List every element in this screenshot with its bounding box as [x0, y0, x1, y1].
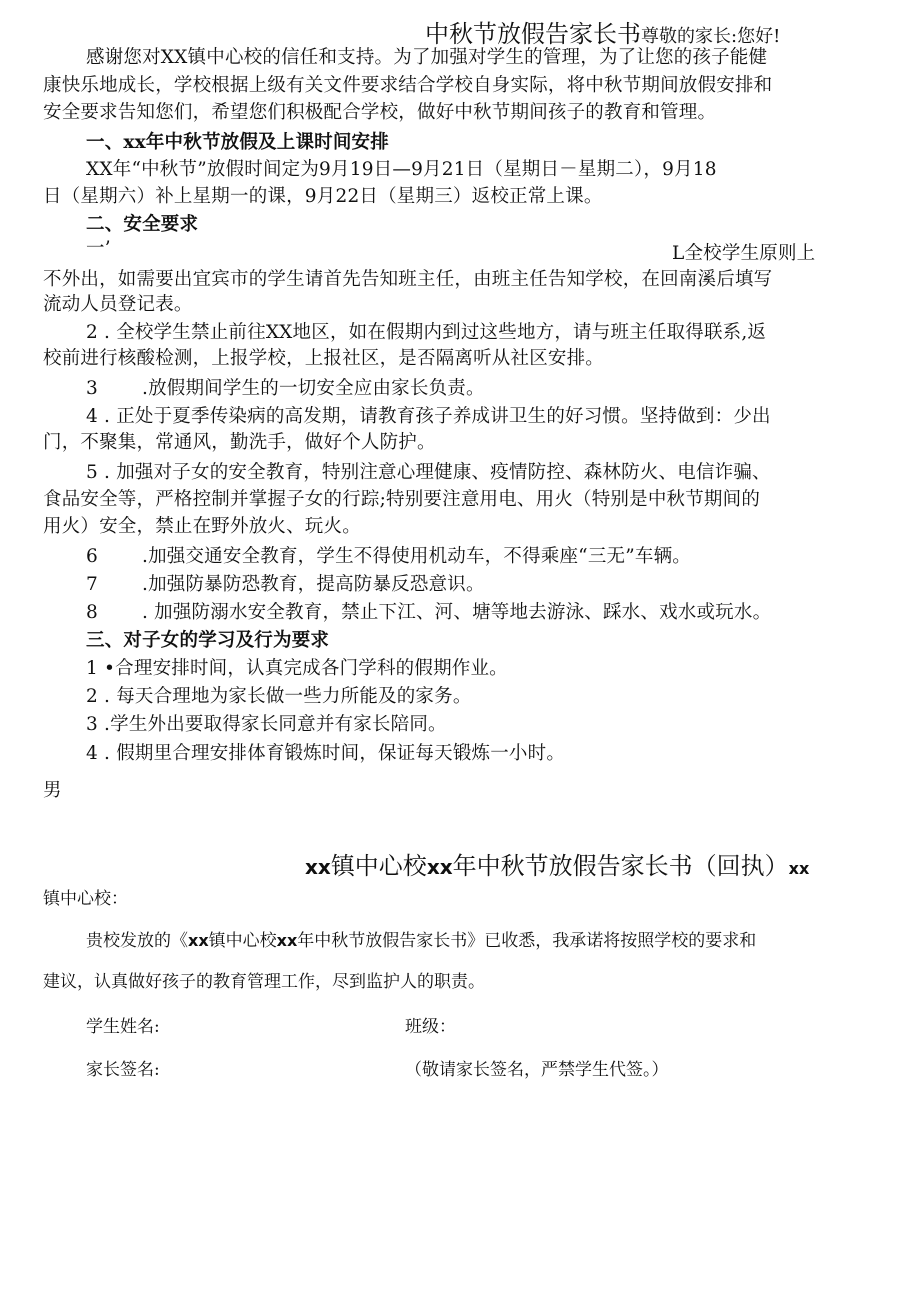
- receipt-title-part-a: 镇中心校: [330, 852, 427, 880]
- receipt-body-part-a: 贵校发放的《: [86, 931, 188, 951]
- receipt-title-xx-1: xx: [305, 855, 331, 879]
- section2-item8-text: . 加强防溺水安全教育，禁止下江、河、塘等地去游泳、踩水、戏水或玩水。: [142, 602, 772, 623]
- class-label: 班级：: [405, 1017, 456, 1037]
- section1-line-1: XX年“中秋节”放假时间定为9月19日—9月21日（星期日－星期二），9月18: [86, 159, 717, 180]
- section2-item4-line-2: 门，不聚集，常通风，勤洗手，做好个人防护。: [43, 432, 436, 453]
- student-name-label: 学生姓名:: [86, 1017, 160, 1037]
- section2-item1-right: L全校学生原则上: [672, 243, 816, 264]
- receipt-addressee: 镇中心校：: [43, 889, 128, 909]
- section3-item4: 4 . 假期里合理安排体育锻炼时间，保证每天锻炼一小时。: [86, 743, 566, 764]
- section2-item3-number: 3: [86, 378, 98, 399]
- section2-item5-line-2: 食品安全等，严格控制并掌握子女的行踪;特别要注意用电、用火（特别是中秋节期间的: [43, 489, 761, 510]
- section2-item6-number: 6: [86, 546, 98, 567]
- receipt-body-part-c: 年中秋节放假告家长书》已收悉，我承诺将按照学校的要求和: [297, 931, 757, 951]
- receipt-body-line-1: [86, 926, 756, 951]
- section2-item7-number: 7: [86, 574, 98, 595]
- receipt-title-xx-2: xx: [426, 855, 453, 879]
- section3-item1: 1 •合理安排时间，认真完成各门学科的假期作业。: [86, 658, 508, 679]
- section2-heading: 二、安全要求: [86, 214, 199, 235]
- section2-item1-line-2: 不外出，如需要出宜宾市的学生请首先告知班主任，由班主任告知学校，在回南溪后填写: [43, 269, 773, 290]
- section2-item2-line-1: 2 . 全校学生禁止前往XX地区，如在假期内到过这些地方，请与班主任取得联系,返: [86, 322, 767, 343]
- section2-item5-line-3: 用火）安全，禁止在野外放火、玩火。: [43, 516, 361, 537]
- section2-item7-text: .加强防暴防恐教育，提高防暴反恐意识。: [142, 574, 485, 595]
- receipt-title: [305, 846, 809, 881]
- section2-item2-line-2: 校前进行核酸检测，上报学校，上报社区，是否隔离听从社区安排。: [43, 348, 605, 369]
- receipt-body-line-2: 建议，认真做好孩子的教育管理工作，尽到监护人的职责。: [43, 972, 485, 992]
- receipt-body-xx-1: xx: [188, 931, 209, 950]
- intro-line-3: 安全要求告知您们，希望您们积极配合学校，做好中秋节期间孩子的教育和管理。: [43, 102, 717, 123]
- section3-item3: 3 .学生外出要取得家长同意并有家长陪同。: [86, 714, 447, 735]
- section2-item6: [86, 544, 886, 570]
- section3-item2: 2 . 每天合理地为家长做一些力所能及的家务。: [86, 686, 472, 707]
- section2-item6-text: .加强交通安全教育，学生不得使用机动车，不得乘座“三无”车辆。: [142, 546, 691, 567]
- sign-note: （敬请家长签名，严禁学生代签。）: [405, 1060, 669, 1080]
- section3-heading: 三、对子女的学习及行为要求: [86, 630, 330, 651]
- section2-item8-number: 8: [86, 602, 98, 623]
- section1-heading: 一、xx年中秋节放假及上课时间安排: [86, 132, 389, 153]
- notice-title: [425, 14, 780, 49]
- stray-character: 男: [43, 780, 62, 801]
- section2-item1-line-3: 流动人员登记表。: [43, 294, 193, 315]
- receipt-title-part-b: 年中秋节放假告家长书（回执）: [452, 852, 789, 880]
- notice-title-main: 中秋节放假告家长书: [425, 20, 641, 48]
- section2-item7: [86, 572, 886, 598]
- section2-item8: [86, 600, 886, 626]
- intro-line-1: 感谢您对XX镇中心校的信任和支持。为了加强对学生的管理，为了让您的孩子能健: [86, 47, 768, 68]
- section2-item3: [86, 376, 886, 402]
- section2-item4-line-1: 4 . 正处于夏季传染病的高发期，请教育孩子养成讲卫生的好习惯。坚持做到：少出: [86, 406, 771, 427]
- intro-line-2: 康快乐地成长，学校根据上级有关文件要求结合学校自身实际，将中秋节期间放假安排和: [43, 75, 773, 96]
- receipt-body-xx-2: xx: [276, 931, 298, 950]
- section1-line-2: 日（星期六）补上星期一的课，9月22日（星期三）返校正常上课。: [43, 186, 603, 207]
- section2-item5-line-1: 5 . 加强对子女的安全教育，特别注意心理健康、疫情防控、森林防火、电信诈骗、: [86, 462, 771, 483]
- section2-item3-text: .放假期间学生的一切安全应由家长负责。: [142, 378, 485, 399]
- greeting: 尊敬的家长:您好!: [641, 26, 781, 47]
- receipt-body-part-b: 镇中心校: [208, 931, 277, 951]
- receipt-title-xx-3: xx: [788, 859, 810, 878]
- parent-sign-label: 家长签名:: [86, 1060, 160, 1080]
- section2-item1-mark: 一’: [86, 238, 111, 259]
